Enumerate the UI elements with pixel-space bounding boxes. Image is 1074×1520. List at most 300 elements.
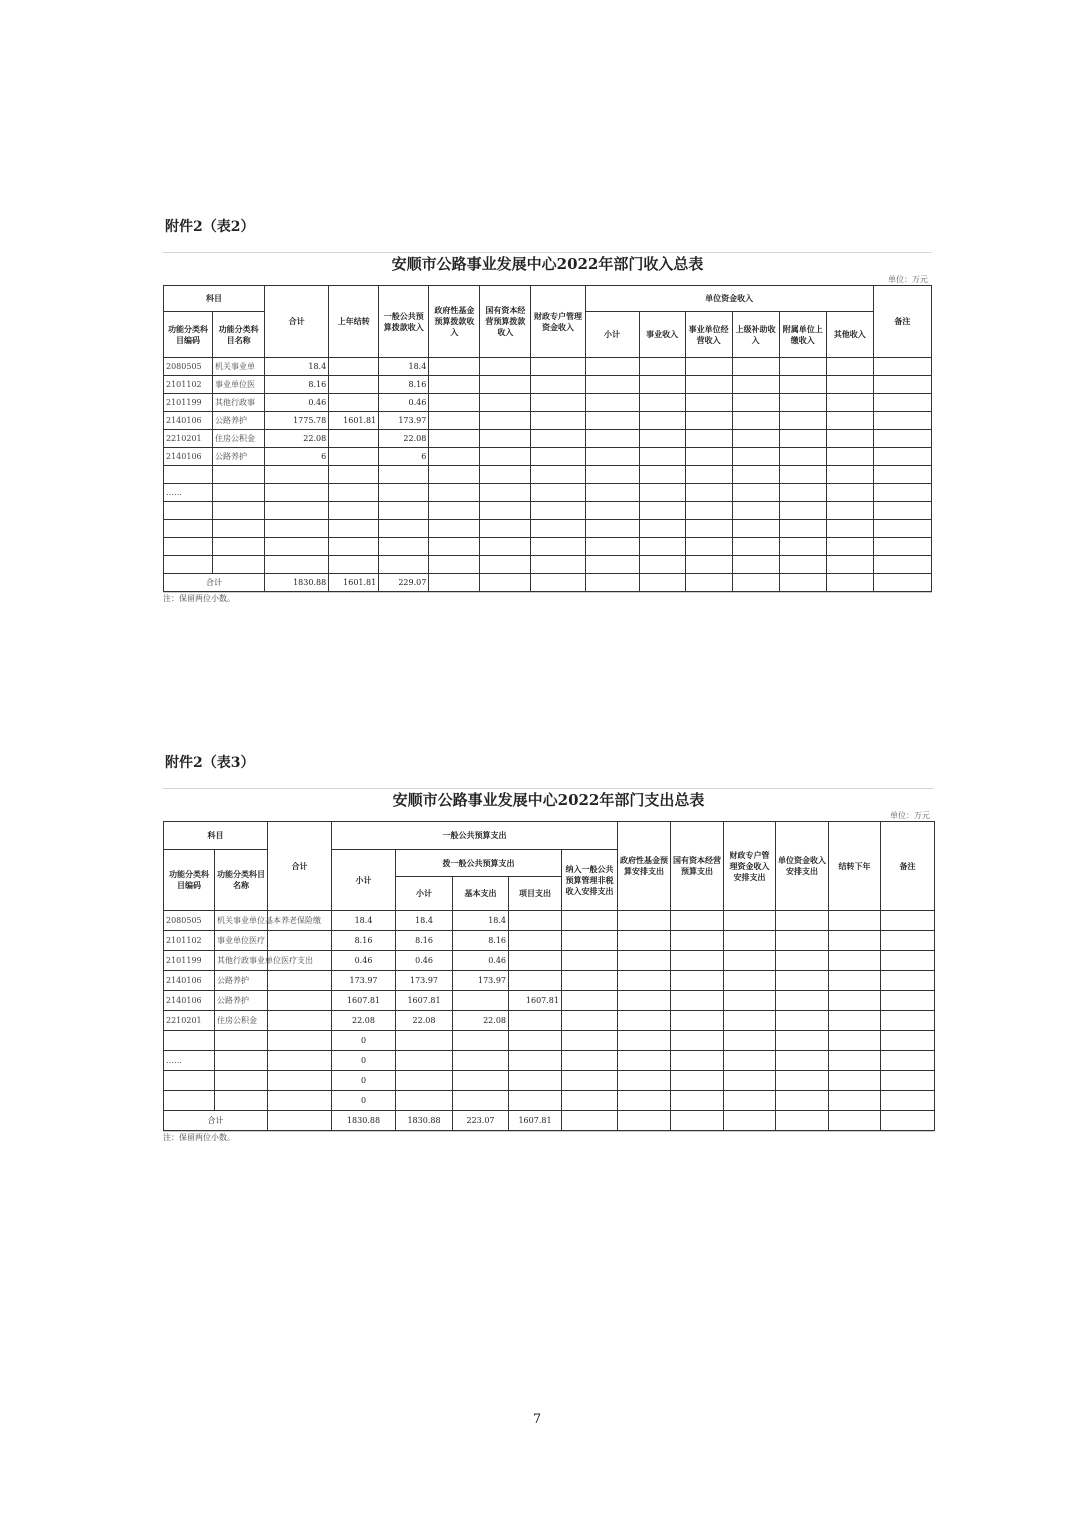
row-code bbox=[164, 466, 213, 484]
empty-cell bbox=[562, 991, 618, 1011]
empty-cell bbox=[429, 502, 480, 520]
empty-cell bbox=[829, 1091, 881, 1111]
empty-cell bbox=[639, 376, 685, 394]
header-func-name: 功能分类科目名称 bbox=[213, 312, 265, 358]
empty-cell bbox=[881, 951, 935, 971]
header-basic: 基本支出 bbox=[453, 877, 509, 911]
row-total-empty bbox=[268, 1071, 332, 1091]
empty-cell bbox=[732, 430, 779, 448]
empty-cell bbox=[639, 520, 685, 538]
empty-cell bbox=[618, 1051, 671, 1071]
empty-cell bbox=[585, 520, 639, 538]
header-remarks: 备注 bbox=[873, 286, 931, 358]
row-sub-subtotal: 173.97 bbox=[396, 971, 453, 991]
table-row bbox=[164, 1071, 935, 1091]
row-total-empty bbox=[268, 991, 332, 1011]
row-general bbox=[379, 538, 429, 556]
empty-cell bbox=[881, 1031, 935, 1051]
header-total: 合计 bbox=[265, 286, 329, 358]
attachment-label: 附件2（表2） bbox=[165, 219, 255, 235]
empty-cell bbox=[779, 394, 826, 412]
empty-cell bbox=[531, 376, 585, 394]
header-non-tax: 纳入一般公共预算管理非税收入安排支出 bbox=[562, 850, 618, 911]
empty-cell bbox=[671, 1051, 724, 1071]
empty-cell bbox=[685, 448, 732, 466]
row-basic bbox=[453, 991, 509, 1011]
empty-cell bbox=[829, 1051, 881, 1071]
empty-cell bbox=[639, 538, 685, 556]
header-general-budget: 一般公共预算拨款收入 bbox=[379, 286, 429, 358]
row-total-empty bbox=[268, 1091, 332, 1111]
empty-cell bbox=[776, 1071, 829, 1091]
empty-cell bbox=[829, 991, 881, 1011]
empty-cell bbox=[776, 1011, 829, 1031]
empty-cell bbox=[685, 430, 732, 448]
row-project bbox=[509, 1031, 562, 1051]
empty-cell bbox=[480, 520, 531, 538]
row-basic: 22.08 bbox=[453, 1011, 509, 1031]
empty-cell bbox=[873, 430, 931, 448]
table-row bbox=[164, 394, 932, 412]
empty-cell bbox=[685, 556, 732, 574]
empty-cell bbox=[724, 1051, 776, 1071]
row-name bbox=[215, 1071, 268, 1091]
empty-cell bbox=[732, 466, 779, 484]
empty-cell bbox=[671, 1091, 724, 1111]
empty-cell bbox=[826, 484, 873, 502]
empty-cell bbox=[531, 502, 585, 520]
empty-cell bbox=[618, 991, 671, 1011]
empty-cell bbox=[562, 1071, 618, 1091]
row-subtotal: 22.08 bbox=[332, 1011, 396, 1031]
empty-cell bbox=[562, 1011, 618, 1031]
empty-cell bbox=[585, 376, 639, 394]
empty-cell bbox=[531, 520, 585, 538]
empty-cell bbox=[873, 502, 931, 520]
empty-cell bbox=[585, 412, 639, 430]
row-sub-subtotal: 18.4 bbox=[396, 911, 453, 931]
empty-cell bbox=[639, 484, 685, 502]
table-row bbox=[164, 484, 932, 502]
empty-cell bbox=[671, 991, 724, 1011]
row-general: 6 bbox=[379, 448, 429, 466]
empty-cell bbox=[585, 448, 639, 466]
row-code: 2080505 bbox=[164, 358, 213, 376]
row-subtotal: 0 bbox=[332, 1091, 396, 1111]
header-gov-fund: 政府性基金预算安排支出 bbox=[618, 822, 671, 911]
table-row bbox=[164, 951, 935, 971]
empty-cell bbox=[639, 448, 685, 466]
row-total-empty bbox=[268, 931, 332, 951]
empty-cell bbox=[618, 951, 671, 971]
row-project bbox=[509, 1011, 562, 1031]
row-total bbox=[265, 520, 329, 538]
row-general: 22.08 bbox=[379, 430, 429, 448]
header-carryover: 上年结转 bbox=[329, 286, 379, 358]
empty-cell bbox=[724, 1011, 776, 1031]
header-gov-fund: 政府性基金预算拨款收入 bbox=[429, 286, 480, 358]
table-row bbox=[164, 1051, 935, 1071]
empty-cell bbox=[585, 502, 639, 520]
empty-cell bbox=[724, 931, 776, 951]
row-carryover bbox=[329, 376, 379, 394]
empty-cell bbox=[779, 448, 826, 466]
empty-cell bbox=[685, 376, 732, 394]
empty-cell bbox=[618, 1011, 671, 1031]
empty-cell bbox=[881, 1091, 935, 1111]
empty-cell bbox=[685, 484, 732, 502]
row-subtotal: 1607.81 bbox=[332, 991, 396, 1011]
row-code bbox=[164, 538, 213, 556]
empty-cell bbox=[779, 412, 826, 430]
table-row bbox=[164, 448, 932, 466]
header-subtotal: 小计 bbox=[332, 850, 396, 911]
header-general-expense: 一般公共预算支出 bbox=[332, 822, 618, 850]
empty-cell bbox=[776, 931, 829, 951]
empty-cell bbox=[531, 448, 585, 466]
unit-label: 单位：万元 bbox=[890, 811, 930, 820]
empty-cell bbox=[531, 538, 585, 556]
row-basic: 18.4 bbox=[453, 911, 509, 931]
row-total: 22.08 bbox=[265, 430, 329, 448]
row-name: 机关事业单位基本养老保险缴 bbox=[215, 911, 268, 931]
row-general: 8.16 bbox=[379, 376, 429, 394]
empty-cell bbox=[531, 412, 585, 430]
row-code: 2101102 bbox=[164, 376, 213, 394]
row-name: 机关事业单 bbox=[213, 358, 265, 376]
empty-cell bbox=[685, 502, 732, 520]
empty-cell bbox=[724, 911, 776, 931]
header-unit-funds: 单位资金收入安排支出 bbox=[776, 822, 829, 911]
row-basic bbox=[453, 1091, 509, 1111]
table-row bbox=[164, 376, 932, 394]
empty-cell bbox=[480, 556, 531, 574]
row-total bbox=[265, 556, 329, 574]
row-total bbox=[265, 502, 329, 520]
empty-cell bbox=[779, 556, 826, 574]
empty-cell bbox=[639, 412, 685, 430]
empty-cell bbox=[881, 1071, 935, 1091]
row-project bbox=[509, 951, 562, 971]
empty-cell bbox=[618, 1071, 671, 1091]
row-name bbox=[213, 520, 265, 538]
empty-cell bbox=[429, 394, 480, 412]
row-sub-subtotal: 0.46 bbox=[396, 951, 453, 971]
table-row bbox=[164, 931, 935, 951]
empty-cell bbox=[480, 394, 531, 412]
row-name bbox=[213, 502, 265, 520]
row-carryover bbox=[329, 448, 379, 466]
empty-cell bbox=[585, 358, 639, 376]
empty-cell bbox=[685, 520, 732, 538]
empty-cell bbox=[732, 556, 779, 574]
unit-label: 单位：万元 bbox=[888, 275, 928, 284]
empty-cell bbox=[685, 466, 732, 484]
empty-cell bbox=[829, 1071, 881, 1091]
empty-cell bbox=[685, 412, 732, 430]
blank-grid-row bbox=[163, 772, 934, 789]
empty-cell bbox=[531, 430, 585, 448]
table-note: 注：保留两位小数。 bbox=[163, 1131, 934, 1144]
row-code: 2101199 bbox=[164, 394, 213, 412]
header-state-capital: 国有资本经营预算拨款收入 bbox=[480, 286, 531, 358]
row-project bbox=[509, 931, 562, 951]
row-carryover: 1601.81 bbox=[329, 412, 379, 430]
row-code bbox=[164, 1091, 215, 1111]
row-subtotal: 173.97 bbox=[332, 971, 396, 991]
empty-cell bbox=[873, 358, 931, 376]
empty-cell bbox=[671, 1011, 724, 1031]
empty-cell bbox=[732, 520, 779, 538]
empty-cell bbox=[881, 931, 935, 951]
empty-cell bbox=[531, 394, 585, 412]
row-code: 2140106 bbox=[164, 971, 215, 991]
empty-cell bbox=[429, 448, 480, 466]
empty-cell bbox=[873, 394, 931, 412]
empty-cell bbox=[480, 448, 531, 466]
row-sub-subtotal bbox=[396, 1051, 453, 1071]
empty-cell bbox=[724, 971, 776, 991]
row-general bbox=[379, 484, 429, 502]
empty-cell bbox=[779, 520, 826, 538]
empty-cell bbox=[826, 430, 873, 448]
empty-cell bbox=[732, 394, 779, 412]
row-carryover bbox=[329, 502, 379, 520]
row-name: 住房公积金 bbox=[213, 430, 265, 448]
empty-cell bbox=[585, 430, 639, 448]
empty-cell bbox=[429, 538, 480, 556]
row-name: 公路养护 bbox=[215, 971, 268, 991]
header-state-capital: 国有资本经营预算支出 bbox=[671, 822, 724, 911]
expense-table bbox=[163, 821, 935, 1131]
row-project bbox=[509, 911, 562, 931]
table-row bbox=[164, 1091, 935, 1111]
row-basic: 0.46 bbox=[453, 951, 509, 971]
empty-cell bbox=[826, 556, 873, 574]
header-within-general: 拨一般公共预算支出 bbox=[396, 850, 562, 877]
empty-cell bbox=[873, 412, 931, 430]
header-other-income: 其他收入 bbox=[826, 312, 873, 358]
empty-cell bbox=[881, 911, 935, 931]
table-row bbox=[164, 991, 935, 1011]
row-total bbox=[265, 484, 329, 502]
empty-cell bbox=[429, 358, 480, 376]
empty-cell bbox=[639, 466, 685, 484]
sum-label: 合计 bbox=[164, 574, 265, 592]
row-name: 其他行政事业单位医疗支出 bbox=[215, 951, 268, 971]
empty-cell bbox=[429, 520, 480, 538]
empty-cell bbox=[873, 376, 931, 394]
row-name: 公路养护 bbox=[215, 991, 268, 1011]
row-total-empty bbox=[268, 1051, 332, 1071]
table-title: 安顺市公路事业发展中心2022年部门收入总表 bbox=[391, 255, 704, 273]
row-general bbox=[379, 502, 429, 520]
row-basic bbox=[453, 1071, 509, 1091]
empty-cell bbox=[618, 971, 671, 991]
header-affiliated: 附属单位上缴收入 bbox=[779, 312, 826, 358]
empty-cell bbox=[732, 358, 779, 376]
row-total: 0.46 bbox=[265, 394, 329, 412]
row-sub-subtotal bbox=[396, 1071, 453, 1091]
empty-cell bbox=[826, 448, 873, 466]
sum-sub-subtotal: 1830.88 bbox=[396, 1111, 453, 1131]
row-code: 2140106 bbox=[164, 412, 213, 430]
empty-cell bbox=[480, 358, 531, 376]
empty-cell bbox=[829, 1031, 881, 1051]
table-row bbox=[164, 358, 932, 376]
empty-cell bbox=[724, 1091, 776, 1111]
row-general: 0.46 bbox=[379, 394, 429, 412]
empty-cell bbox=[531, 556, 585, 574]
empty-cell bbox=[776, 971, 829, 991]
row-carryover bbox=[329, 484, 379, 502]
header-func-code: 功能分类科目编码 bbox=[164, 312, 213, 358]
header-project: 项目支出 bbox=[509, 877, 562, 911]
empty-cell bbox=[732, 484, 779, 502]
empty-cell bbox=[829, 1011, 881, 1031]
row-sub-subtotal bbox=[396, 1031, 453, 1051]
row-code: …… bbox=[164, 1051, 215, 1071]
header-fiscal-special: 财政专户管理资金收入安排支出 bbox=[724, 822, 776, 911]
row-carryover bbox=[329, 520, 379, 538]
header-subsidy: 上级补助收入 bbox=[732, 312, 779, 358]
sum-carryover: 1601.81 bbox=[329, 574, 379, 592]
row-sub-subtotal: 1607.81 bbox=[396, 991, 453, 1011]
empty-cell bbox=[685, 538, 732, 556]
row-code bbox=[164, 1031, 215, 1051]
empty-cell bbox=[685, 358, 732, 376]
row-total: 8.16 bbox=[265, 376, 329, 394]
empty-cell bbox=[779, 484, 826, 502]
sum-total: 1830.88 bbox=[265, 574, 329, 592]
empty-cell bbox=[480, 412, 531, 430]
sum-subtotal: 1830.88 bbox=[332, 1111, 396, 1131]
table-row bbox=[164, 520, 932, 538]
empty-cell bbox=[685, 394, 732, 412]
income-table bbox=[163, 285, 932, 592]
empty-cell bbox=[585, 484, 639, 502]
row-code: 2101102 bbox=[164, 931, 215, 951]
row-total: 18.4 bbox=[265, 358, 329, 376]
empty-cell bbox=[779, 376, 826, 394]
row-name bbox=[215, 1031, 268, 1051]
table-row bbox=[164, 430, 932, 448]
row-basic bbox=[453, 1051, 509, 1071]
row-general: 18.4 bbox=[379, 358, 429, 376]
table-note: 注：保留两位小数。 bbox=[163, 592, 932, 605]
empty-cell bbox=[881, 1011, 935, 1031]
empty-cell bbox=[562, 911, 618, 931]
empty-cell bbox=[429, 412, 480, 430]
header-func-name: 功能分类科目名称 bbox=[215, 850, 268, 911]
row-subtotal: 8.16 bbox=[332, 931, 396, 951]
row-total-empty bbox=[268, 1011, 332, 1031]
empty-cell bbox=[724, 951, 776, 971]
empty-cell bbox=[671, 931, 724, 951]
empty-cell bbox=[585, 394, 639, 412]
header-subtotal: 小计 bbox=[585, 312, 639, 358]
empty-cell bbox=[480, 430, 531, 448]
row-carryover bbox=[329, 538, 379, 556]
empty-cell bbox=[829, 951, 881, 971]
row-total-empty bbox=[268, 1031, 332, 1051]
sum-general: 229.07 bbox=[379, 574, 429, 592]
row-name: 公路养护 bbox=[213, 412, 265, 430]
empty-cell bbox=[531, 484, 585, 502]
row-name: 公路养护 bbox=[213, 448, 265, 466]
page-number: 7 bbox=[532, 1412, 542, 1427]
empty-cell bbox=[826, 520, 873, 538]
empty-cell bbox=[826, 358, 873, 376]
empty-cell bbox=[826, 502, 873, 520]
income-table-sheet bbox=[163, 218, 932, 605]
row-code bbox=[164, 1071, 215, 1091]
empty-cell bbox=[826, 412, 873, 430]
row-sub-subtotal: 8.16 bbox=[396, 931, 453, 951]
row-name bbox=[213, 484, 265, 502]
row-project bbox=[509, 1091, 562, 1111]
empty-cell bbox=[881, 1051, 935, 1071]
empty-cell bbox=[671, 1031, 724, 1051]
empty-cell bbox=[671, 971, 724, 991]
empty-cell bbox=[732, 412, 779, 430]
row-name: 事业单位医 bbox=[213, 376, 265, 394]
row-name bbox=[213, 556, 265, 574]
sum-project: 1607.81 bbox=[509, 1111, 562, 1131]
empty-cell bbox=[776, 951, 829, 971]
row-name: 住房公积金 bbox=[215, 1011, 268, 1031]
header-func-code: 功能分类科目编码 bbox=[164, 850, 215, 911]
row-total: 6 bbox=[265, 448, 329, 466]
empty-cell bbox=[779, 358, 826, 376]
table-title: 安顺市公路事业发展中心2022年部门支出总表 bbox=[392, 791, 705, 809]
empty-cell bbox=[562, 971, 618, 991]
row-code: 2101199 bbox=[164, 951, 215, 971]
empty-cell bbox=[480, 376, 531, 394]
row-name bbox=[215, 1051, 268, 1071]
header-fiscal-special: 财政专户管理资金收入 bbox=[531, 286, 585, 358]
row-basic: 8.16 bbox=[453, 931, 509, 951]
empty-cell bbox=[776, 911, 829, 931]
row-code: 2080505 bbox=[164, 911, 215, 931]
row-sub-subtotal bbox=[396, 1091, 453, 1111]
row-general bbox=[379, 520, 429, 538]
row-total bbox=[265, 538, 329, 556]
table-row bbox=[164, 412, 932, 430]
row-general bbox=[379, 556, 429, 574]
empty-cell bbox=[873, 466, 931, 484]
empty-cell bbox=[873, 520, 931, 538]
header-unit-funds: 单位资金收入 bbox=[585, 286, 873, 312]
row-project bbox=[509, 1051, 562, 1071]
table-row bbox=[164, 1031, 935, 1051]
empty-cell bbox=[639, 358, 685, 376]
row-name bbox=[215, 1091, 268, 1111]
row-code bbox=[164, 556, 213, 574]
empty-cell bbox=[618, 1091, 671, 1111]
attachment-label: 附件2（表3） bbox=[165, 755, 255, 771]
table-row bbox=[164, 466, 932, 484]
row-name bbox=[213, 538, 265, 556]
empty-cell bbox=[826, 538, 873, 556]
header-business-income: 事业收入 bbox=[639, 312, 685, 358]
empty-cell bbox=[562, 951, 618, 971]
empty-cell bbox=[779, 466, 826, 484]
row-total bbox=[265, 466, 329, 484]
expense-table-sheet bbox=[163, 754, 934, 1144]
empty-cell bbox=[732, 376, 779, 394]
empty-cell bbox=[429, 556, 480, 574]
